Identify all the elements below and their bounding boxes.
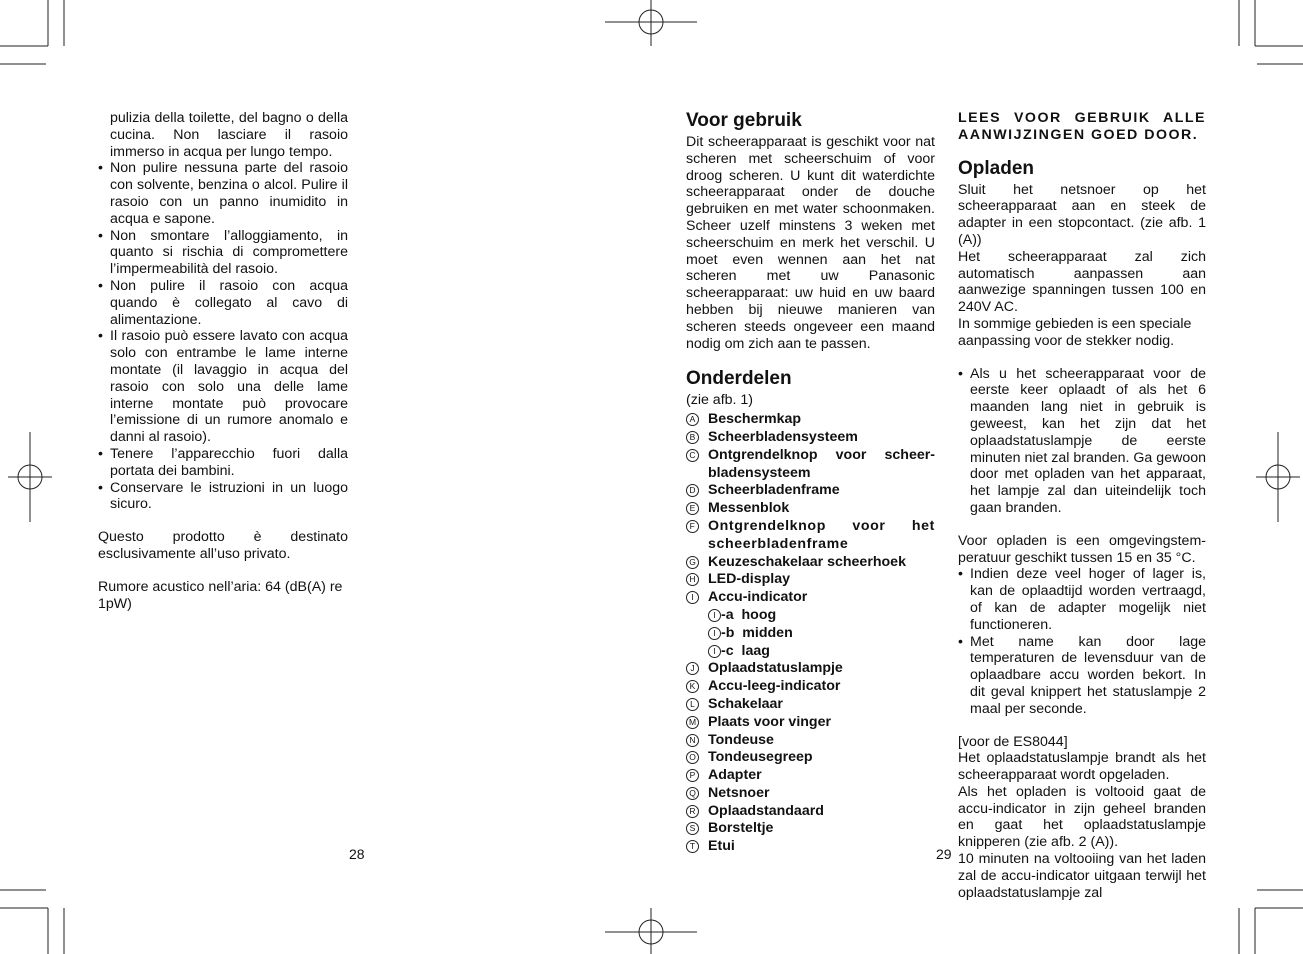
list-item: I Accu-indicator I -a hoog I -b midden I -c laag: [686, 589, 935, 660]
list-item: Q Netsnoer: [686, 785, 935, 803]
list-item: • Indien deze veel hoger of lager is, kan de oplaadtijd worden vertraagd, of kan de adapter mogelijk niet functioneren.: [958, 566, 1206, 633]
list-item: E Messenblok: [686, 500, 935, 518]
circled-letter-icon: I: [708, 645, 721, 658]
charging-status-paragraph: Het oplaadstatuslampje brandt als het scheerapparaat wordt opgeladen.: [958, 750, 1206, 784]
parts-list: [686, 411, 935, 856]
charging-paragraph-2: Het scheerapparaat zal zich automatisch aanpassen aan aanwezige spanningen tussen 100 en 240V AC.: [958, 248, 1206, 316]
page-29-column-1: [686, 110, 935, 856]
list-item: G Keuzeschakelaar scheerhoek: [686, 554, 935, 572]
temperature-paragraph: Voor opladen is een omgevingstemperatuur geschikt tussen 15 en 35 °C.: [958, 532, 1206, 566]
list-item: P Adapter: [686, 767, 935, 785]
read-instructions-note: LEES VOOR GEBRUIK ALLE AANWIJZINGEN GOED DOOR.: [958, 110, 1206, 143]
list-item: R Oplaadstandaard: [686, 803, 935, 821]
circled-letter-icon: T: [686, 840, 699, 853]
circled-letter-icon: R: [686, 805, 699, 818]
charging-paragraph-1: Sluit het netsnoer op het scheerapparaat aan en steek de adapter in een stopcontact. (zie afb. 1 (A)): [958, 181, 1206, 248]
circled-letter-icon: F: [686, 520, 699, 533]
charging-note-list: [958, 366, 1206, 517]
battery-indicator-sublist: [708, 607, 935, 660]
intro-paragraph: Dit scheerapparaat is geschikt voor nat scheren met scheerschuim of voor droog scheren. U kunt dit waterdichte scheerapparaat onder de douche gebruiken en met water schoonmaken. Scheer uzelf minstens 3 weken met scheerschuim en merk het verschil. U moet even wennen aan het nat scheren met uw Panasonic scheerapparaat: uw huid en uw baard hebben bij nieuwe manieren van scheren steeds ongeveer een maand nodig om zich aan te passen.: [686, 134, 935, 352]
circled-letter-icon: N: [686, 734, 699, 747]
list-item: • Tenere l’apparecchio fuori dalla portata dei bambini.: [98, 446, 348, 480]
list-item: T Etui: [686, 838, 935, 856]
list-item: • Non pulire nessuna parte del rasoio con solvente, benzina o alcol. Pulire il rasoio con un panno inumidito in acqua e sapone.: [98, 160, 348, 227]
list-item: K Accu-leeg-indicator: [686, 678, 935, 696]
circled-letter-icon: I: [708, 609, 721, 622]
circled-letter-icon: D: [686, 484, 699, 497]
page-29-column-2: [958, 110, 1206, 901]
figure-reference: (zie afb. 1): [686, 392, 754, 409]
list-item: O Tondeusegreep: [686, 749, 935, 767]
list-item: I -b midden: [708, 625, 935, 643]
circled-letter-icon: C: [686, 449, 699, 462]
list-item: • Il rasoio può essere lavato con acqua solo con entrambe le lame interne montate (il lavaggio in acqua del rasoio con solo una delle lame interne montate può provocare l’emissione di un rumore anomalo e danni al rasoio).: [98, 328, 348, 446]
page-number-28: 28: [349, 846, 365, 862]
heading-voor-gebruik: Voor gebruik: [686, 110, 802, 131]
model-note: [voor de ES8044]: [958, 733, 1068, 750]
page-number-29: 29: [936, 846, 952, 862]
circled-letter-icon: I: [708, 627, 721, 640]
noise-note: Rumore acustico nell’aria: 64 (dB(A) re 1pW): [98, 578, 343, 612]
circled-letter-icon: B: [686, 431, 699, 444]
list-item: • Als u het scheerapparaat voor de eerste keer oplaadt of als het 6 maanden lang niet in gebruik is geweest, kan het zijn dat het oplaadstatuslampje de eerste minuten niet zal branden. Ga gewoon door met opladen van het apparaat, het lampje zal dan uiteindelijk toch gaan branden.: [958, 366, 1206, 517]
circled-letter-icon: H: [686, 573, 699, 586]
circled-letter-icon: P: [686, 769, 699, 782]
list-item: J Oplaadstatuslampje: [686, 660, 935, 678]
circled-letter-icon: K: [686, 680, 699, 693]
list-item: D Scheerbladenframe: [686, 482, 935, 500]
heading-onderdelen: Onderdelen: [686, 368, 792, 390]
continued-paragraph: pulizia della toilette, del bagno o della cucina. Non lasciare il rasoio immerso in acqua per lungo tempo.: [110, 110, 348, 160]
list-item: F Ontgrendelknop voor het scheerbladenframe: [686, 518, 935, 554]
list-item: A Beschermkap: [686, 411, 935, 429]
charging-complete-paragraph: Als het opladen is voltooid gaat de accu-indicator in zijn geheel branden en gaat het oplaadstatuslampje knipperen (zie afb. 2 (A)).: [958, 783, 1206, 851]
temperature-list: [958, 566, 1206, 717]
list-item: I -c laag: [708, 643, 935, 661]
safety-list: [98, 160, 348, 513]
list-item: C Ontgrendelknop voor scheerbladensysteem: [686, 447, 935, 483]
circled-letter-icon: G: [686, 556, 699, 569]
list-item: • Non pulire il rasoio con acqua quando è collegato al cavo di alimentazione.: [98, 278, 348, 328]
list-item: • Met name kan door lage temperaturen de levensduur van de oplaadbare accu worden bekort. In dit geval knippert het statuslampje 2 maal per seconde.: [958, 634, 1206, 718]
circled-letter-icon: A: [686, 413, 699, 426]
circled-letter-icon: J: [686, 662, 699, 675]
list-item: • Non smontare l’alloggiamento, in quanto si rischia di compromettere l’impermeabilità del rasoio.: [98, 228, 348, 278]
circled-letter-icon: S: [686, 822, 699, 835]
charging-paragraph-3: In sommige gebieden is een speciale aanpassing voor de stekker nodig.: [958, 315, 1192, 349]
circled-letter-icon: I: [686, 591, 699, 604]
list-item: N Tondeuse: [686, 732, 935, 750]
circled-letter-icon: E: [686, 502, 699, 515]
list-item: S Borsteltje: [686, 820, 935, 838]
private-use-note: Questo prodotto è destinato esclusivamente all’uso privato.: [98, 529, 348, 562]
after-charging-paragraph: 10 minuten na voltooiing van het laden zal de accu-indicator uitgaan terwijl het oplaadstatuslampje zal: [958, 851, 1206, 901]
page-28-column: [98, 110, 348, 612]
list-item: M Plaats voor vinger: [686, 714, 935, 732]
circled-letter-icon: M: [686, 716, 699, 729]
circled-letter-icon: Q: [686, 787, 699, 800]
list-item: • Conservare le istruzioni in un luogo sicuro.: [98, 480, 348, 514]
list-item: L Schakelaar: [686, 696, 935, 714]
heading-opladen: Opladen: [958, 157, 1035, 179]
circled-letter-icon: L: [686, 698, 699, 711]
list-item: B Scheerbladensysteem: [686, 429, 935, 447]
circled-letter-icon: O: [686, 751, 699, 764]
list-item: H LED-display: [686, 571, 935, 589]
list-item: I -a hoog: [708, 607, 935, 625]
